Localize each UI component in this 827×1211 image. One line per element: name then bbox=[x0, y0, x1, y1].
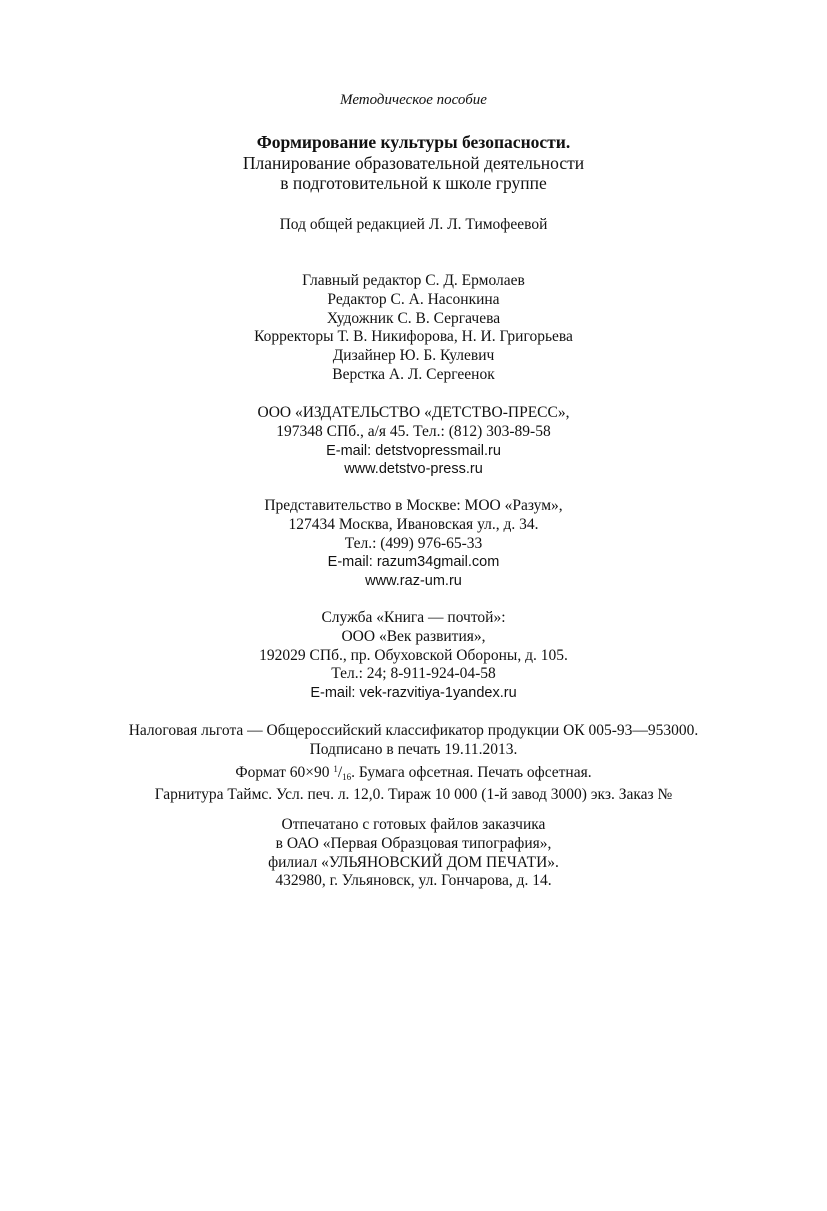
mail-order-company: ООО «Век развития», bbox=[341, 627, 486, 645]
printing-line-4: 432980, г. Ульяновск, ул. Гончарова, д. 14. bbox=[275, 872, 552, 890]
mail-order-phone: Тел.: 24; 8-911-924-04-58 bbox=[331, 665, 496, 683]
printing-line-3: филиал «УЛЬЯНОВСКИЙ ДОМ ПЕЧАТИ». bbox=[268, 853, 559, 871]
mail-order-address: 192029 СПб., пр. Обуховской Обороны, д. 105. bbox=[259, 646, 568, 664]
technical-details bbox=[0, 722, 827, 805]
printing-line-2: в ОАО «Первая Образцовая типография», bbox=[275, 834, 552, 852]
format-fraction-numerator: 1 bbox=[333, 763, 338, 774]
staff-proofreaders: Корректоры Т. В. Никифорова, Н. И. Григорьева bbox=[254, 328, 573, 346]
format-line: Формат 60×90 $^1$/16. Бумага офсетная. Печать офсетная. bbox=[235, 763, 592, 782]
format-prefix: Формат 60×90 bbox=[235, 763, 330, 781]
staff-layout: Верстка А. Л. Сергеенок bbox=[332, 365, 495, 383]
staff-designer: Дизайнер Ю. Б. Кулевич bbox=[332, 347, 495, 365]
staff-chief-editor: Главный редактор С. Д. Ермолаев bbox=[302, 272, 525, 289]
moscow-office-address: 127434 Москва, Ивановская ул., д. 34. bbox=[288, 515, 539, 533]
title-block bbox=[0, 132, 827, 194]
publisher-website: www.detstvo-press.ru bbox=[344, 461, 483, 478]
print-run: Гарнитура Таймс. Усл. печ. л. 12,0. Тираж 10 000 (1-й завод 3000) экз. Заказ № bbox=[154, 786, 673, 804]
moscow-office-name: Представительство в Москве: МОО «Разум», bbox=[264, 497, 563, 514]
staff-editor: Редактор С. А. Насонкина bbox=[327, 290, 500, 308]
mail-order-contacts bbox=[0, 609, 827, 703]
moscow-office-email: E-mail: razum34gmail.com bbox=[327, 554, 500, 571]
staff-artist: Художник С. В. Сергачева bbox=[326, 309, 501, 327]
format-fraction-denominator: 16 bbox=[342, 771, 352, 782]
publisher-email: E-mail: detstvopressmail.ru bbox=[326, 442, 501, 459]
staff-credits bbox=[0, 272, 827, 385]
format-suffix: . Бумага офсетная. Печать офсетная. bbox=[351, 763, 592, 781]
moscow-office-website: www.raz-um.ru bbox=[365, 573, 462, 590]
book-subtitle-line-1: Планирование образовательной деятельности bbox=[242, 152, 585, 173]
mail-order-email: E-mail: vek-razvitiya-1yandex.ru bbox=[310, 685, 517, 702]
book-title: Формирование культуры безопасности. bbox=[256, 132, 571, 152]
printing-house bbox=[0, 816, 827, 891]
general-editor-block bbox=[0, 216, 827, 235]
moscow-office-contacts bbox=[0, 497, 827, 591]
publisher-contacts bbox=[0, 404, 827, 479]
book-subtitle-line-2: в подготовительной к школе группе bbox=[280, 173, 547, 193]
publisher-address: 197348 СПб., а/я 45. Тел.: (812) 303-89-58 bbox=[276, 422, 551, 440]
printing-line-1: Отпечатано с готовых файлов заказчика bbox=[281, 816, 546, 833]
signed-to-print: Подписано в печать 19.11.2013. bbox=[309, 740, 518, 758]
general-editor: Под общей редакцией Л. Л. Тимофеевой bbox=[279, 216, 548, 233]
moscow-office-phone: Тел.: (499) 976-65-33 bbox=[344, 534, 483, 552]
tax-exemption: Налоговая льгота — Общероссийский классификатор продукции ОК 005-93—953000. bbox=[128, 722, 699, 739]
genre-label: Методическое пособие bbox=[340, 92, 487, 108]
publisher-name: ООО «ИЗДАТЕЛЬСТВО «ДЕТСТВО-ПРЕСС», bbox=[257, 404, 570, 421]
mail-order-service: Служба «Книга — почтой»: bbox=[321, 609, 506, 626]
